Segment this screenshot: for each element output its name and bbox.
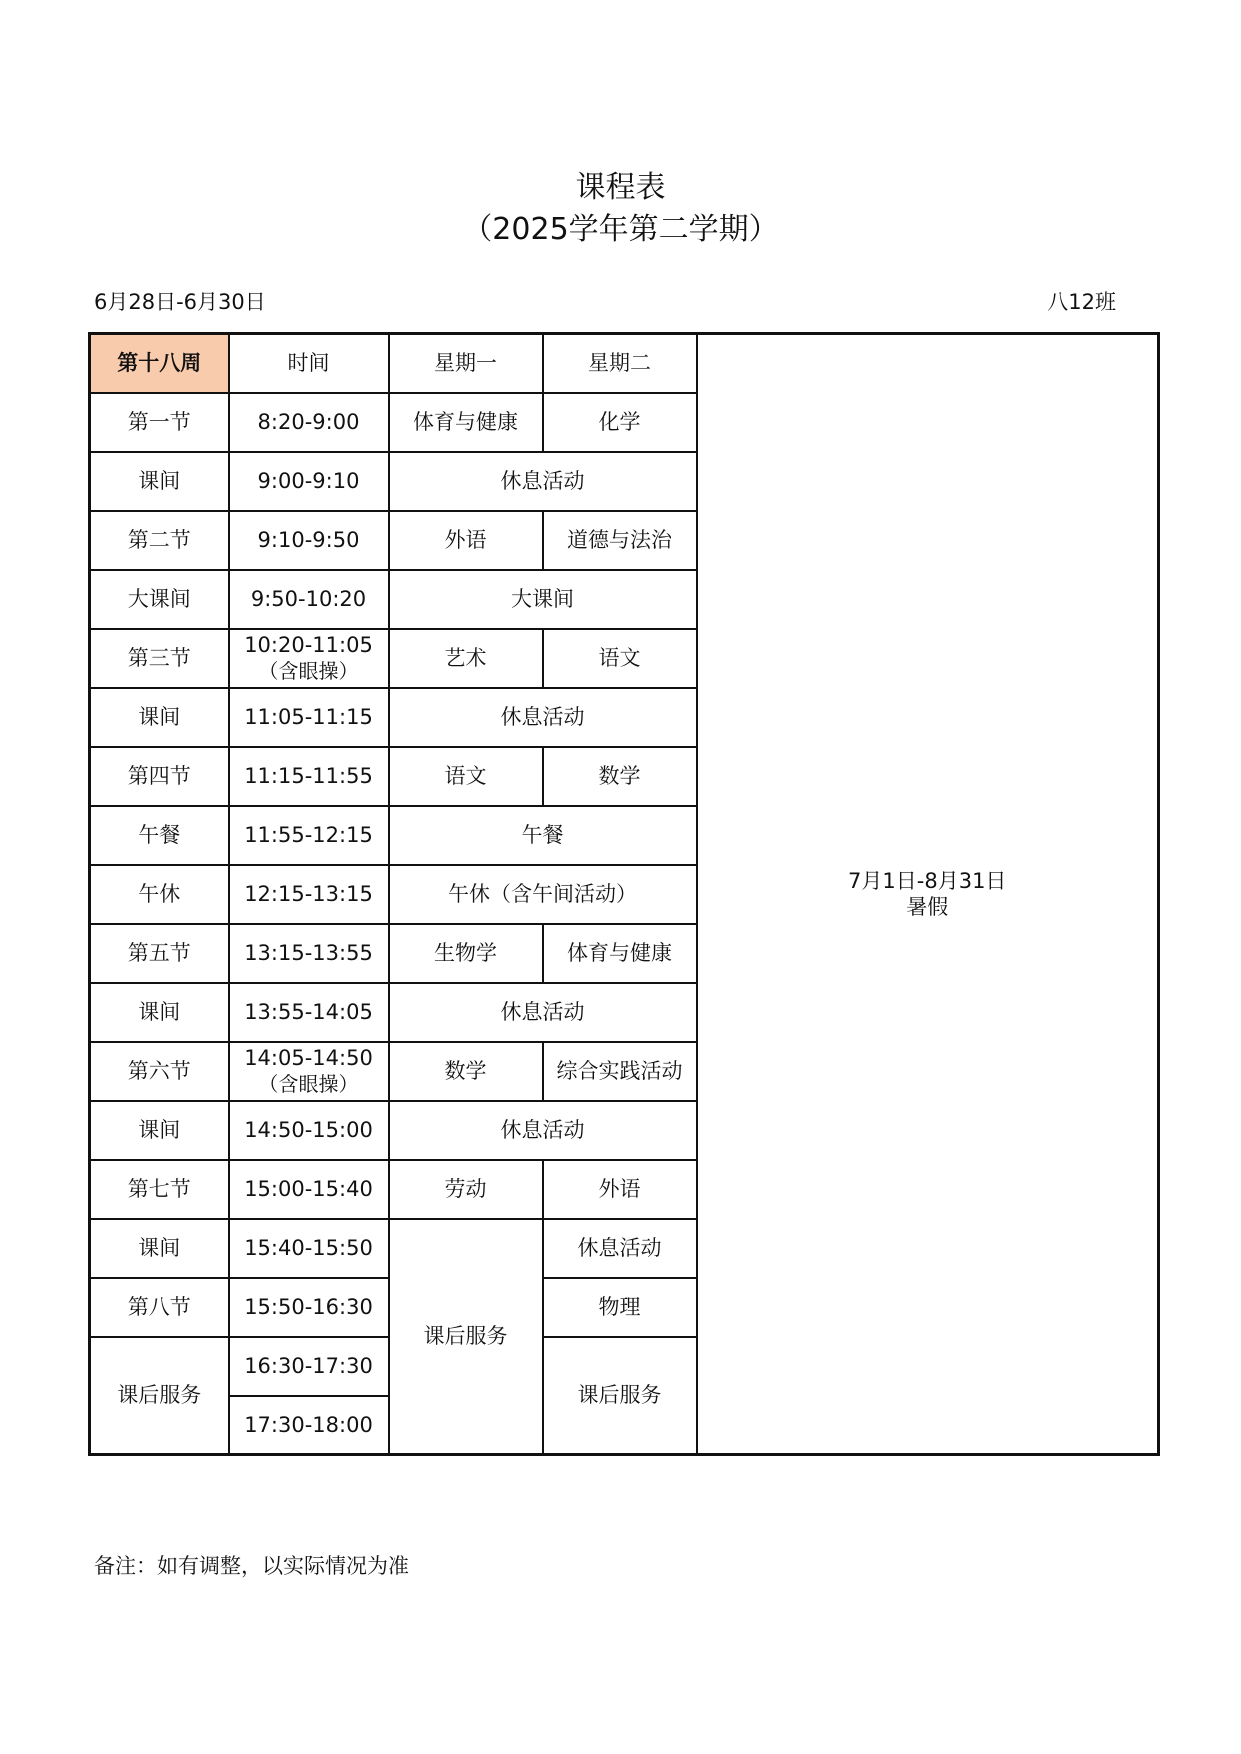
- vacation-label: 暑假: [906, 895, 949, 919]
- schedule-table: [88, 332, 1160, 1456]
- activity-cell: 午餐: [389, 806, 697, 865]
- monday-cell: 劳动: [389, 1160, 543, 1219]
- monday-cell: 艺术: [389, 629, 543, 688]
- activity-cell: 休息活动: [389, 1101, 697, 1160]
- period-cell: 第四节: [90, 747, 229, 806]
- tuesday-cell: 物理: [543, 1278, 697, 1337]
- tuesday-cell: 外语: [543, 1160, 697, 1219]
- after-school-period-cell: 课后服务: [90, 1337, 229, 1455]
- monday-after-school-cell: 课后服务: [389, 1219, 543, 1455]
- period-cell: 大课间: [90, 570, 229, 629]
- period-cell: 课间: [90, 1219, 229, 1278]
- time-cell: 15:50-16:30: [229, 1278, 389, 1337]
- time-cell: 9:10-9:50: [229, 511, 389, 570]
- footnote: 备注：如有调整，以实际情况为准: [94, 1554, 409, 1578]
- time-cell: 11:15-11:55: [229, 747, 389, 806]
- monday-header: 星期一: [389, 334, 543, 393]
- time-cell: 16:30-17:30: [229, 1337, 389, 1396]
- time-header: 时间: [229, 334, 389, 393]
- time-cell: 9:50-10:20: [229, 570, 389, 629]
- monday-cell: 生物学: [389, 924, 543, 983]
- time-cell: 8:20-9:00: [229, 393, 389, 452]
- time-cell: [229, 1042, 389, 1101]
- period-cell: 课间: [90, 452, 229, 511]
- time-cell: 11:05-11:15: [229, 688, 389, 747]
- activity-cell: 休息活动: [389, 983, 697, 1042]
- time-cell: 14:50-15:00: [229, 1101, 389, 1160]
- monday-cell: 数学: [389, 1042, 543, 1101]
- tuesday-cell: 数学: [543, 747, 697, 806]
- tuesday-cell: 化学: [543, 393, 697, 452]
- tuesday-cell: 休息活动: [543, 1219, 697, 1278]
- time-cell: 15:00-15:40: [229, 1160, 389, 1219]
- tuesday-cell: 体育与健康: [543, 924, 697, 983]
- time-note: （含眼操）: [258, 659, 359, 683]
- activity-cell: 午休（含午间活动）: [389, 865, 697, 924]
- week-header: 第十八周: [90, 334, 229, 393]
- time-cell: 15:40-15:50: [229, 1219, 389, 1278]
- period-cell: 第五节: [90, 924, 229, 983]
- tuesday-cell: 语文: [543, 629, 697, 688]
- period-cell: 课间: [90, 688, 229, 747]
- tuesday-header: 星期二: [543, 334, 697, 393]
- activity-cell: 休息活动: [389, 452, 697, 511]
- period-cell: 第一节: [90, 393, 229, 452]
- period-cell: 午餐: [90, 806, 229, 865]
- tuesday-cell: 综合实践活动: [543, 1042, 697, 1101]
- table-header-row: [90, 334, 1159, 393]
- page-title: 课程表: [575, 170, 666, 205]
- vacation-dates: 7月1日-8月31日: [848, 869, 1007, 893]
- monday-cell: 外语: [389, 511, 543, 570]
- monday-cell: 语文: [389, 747, 543, 806]
- time-range: 14:05-14:50: [244, 1046, 373, 1070]
- class-name: 八12班: [1047, 290, 1116, 314]
- period-cell: 第三节: [90, 629, 229, 688]
- time-cell: 13:15-13:55: [229, 924, 389, 983]
- time-cell: 13:55-14:05: [229, 983, 389, 1042]
- period-cell: 第六节: [90, 1042, 229, 1101]
- monday-cell: 体育与健康: [389, 393, 543, 452]
- period-cell: 第八节: [90, 1278, 229, 1337]
- page-subtitle: （2025学年第二学期）: [462, 212, 779, 247]
- date-range: 6月28日-6月30日: [94, 290, 266, 314]
- period-cell: 午休: [90, 865, 229, 924]
- time-cell: [229, 629, 389, 688]
- time-cell: 17:30-18:00: [229, 1396, 389, 1455]
- period-cell: 第二节: [90, 511, 229, 570]
- activity-cell: 休息活动: [389, 688, 697, 747]
- vacation-cell: [697, 334, 1159, 1455]
- time-cell: 9:00-9:10: [229, 452, 389, 511]
- activity-cell: 大课间: [389, 570, 697, 629]
- period-cell: 第七节: [90, 1160, 229, 1219]
- time-range: 10:20-11:05: [244, 633, 373, 657]
- period-cell: 课间: [90, 983, 229, 1042]
- period-cell: 课间: [90, 1101, 229, 1160]
- tuesday-after-school-cell: 课后服务: [543, 1337, 697, 1455]
- tuesday-cell: 道德与法治: [543, 511, 697, 570]
- time-cell: 11:55-12:15: [229, 806, 389, 865]
- time-note: （含眼操）: [258, 1072, 359, 1096]
- time-cell: 12:15-13:15: [229, 865, 389, 924]
